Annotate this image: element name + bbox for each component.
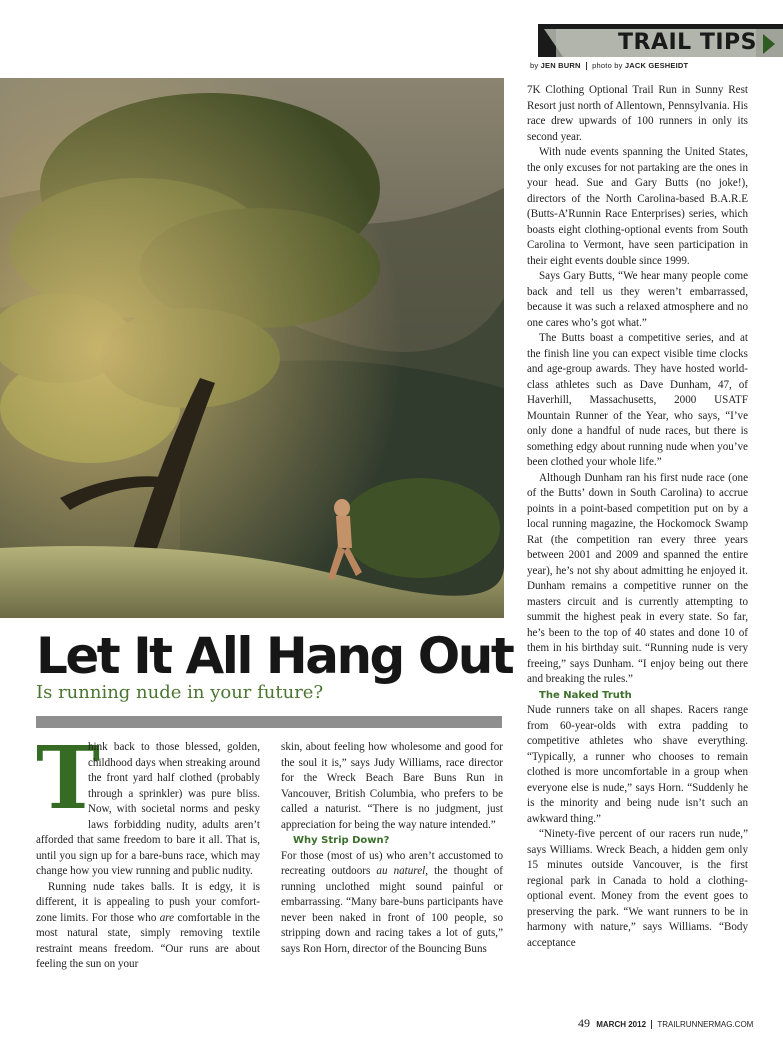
byline-prefix: by <box>530 61 539 70</box>
paragraph: skin, about feeling how wholesome and good for the soul it is,” says Judy Williams, race director for the Wreck Beach Bare Buns Run in Vancouver, British Columbia, who prefers to be called a naturist. “There is no judgment, just appreciation for being the way nature intended.” <box>281 741 503 831</box>
divider-bar <box>36 716 502 728</box>
page-number: 49 <box>578 1016 590 1030</box>
paragraph: hink back to those blessed, golden, childhood days when streaking around the front yard half clothed (probably through a sprinkler) was pure bliss. Now, with societal norms and pesky laws forbidding nudity, adults aren’t afforded that same freedom to bare it all. That is, until you sign up for a bare-buns race, which may change how you view running and public nudity. <box>36 741 260 877</box>
footer-separator <box>651 1020 652 1029</box>
byline-author: JEN BURN <box>540 61 581 70</box>
byline-separator <box>586 62 587 70</box>
section-tab <box>538 24 783 60</box>
site-url: TRAILRUNNERMAG.COM <box>657 1020 754 1029</box>
paragraph: Although Dunham ran his first nude race (one of the Butts’ down in South Carolina) to accrue points in a point-based competition put on by a local running magazine, the Hockomock Swamp Rat (the competition ran every three years between 2001 and 2009 and spanned the entire year), he’s not shy about admitting he enjoyed it. Dunham remains a competitive runner on the masters circuit and is currently attempting to summit the highest peak in every state. So far, he’s been to the top of 40 states and done 10 of them in his birthday suit. “Running nude is very freeing,” says Dunham. “I enjoy being out there and breaking the rules.” <box>527 471 748 685</box>
hero-photo <box>0 78 504 618</box>
article-headline: Let It All Hang Out <box>36 627 513 685</box>
byline <box>530 61 783 70</box>
page-footer <box>578 1016 753 1031</box>
paragraph <box>36 880 260 973</box>
paragraph: Says Gary Butts, “We hear many people come back and tell us they weren’t embarrassed, because it was such a relaxed atmosphere and no one cares who’s got what.” <box>527 270 748 329</box>
text-run: comfortable in the most natural state, simply removing textile restraint means freedom. “Our runs are about feeling the sun on your <box>36 911 260 970</box>
paragraph: With nude events spanning the United States, the only excuses for not partaking are the ones in your head. Sue and Gary Butts (no joke!), directors of the North Carolina-based B.A.R.E (Butts-A’Runnin Race Enterprises) series, which boasts eight clothing-optional events from South Carolina to Vermont, have seen participation in their eight events double since 1999. <box>527 146 748 267</box>
article-subhead: Is running nude in your future? <box>36 682 324 703</box>
text-run: For those (most of us) who aren’t accustomed to recreating outdoors <box>281 849 503 877</box>
article-column-1 <box>36 728 260 973</box>
hero-photo-illustration <box>0 78 504 618</box>
paragraph <box>281 849 503 958</box>
issue-date: MARCH 2012 <box>596 1020 647 1029</box>
chevron-right-icon <box>763 34 775 54</box>
emphasis: are <box>159 911 175 924</box>
text-run: Running nude takes balls. It is edgy, it is different, it is appealing to push your comfort-zone limits. For those who <box>36 880 260 924</box>
paragraph: “Ninety-five percent of our racers run nude,” says Williams. Wreck Beach, a hidden gem only 15 minutes outside Vancouver, is the first regional park in Canada to hold a clothing-optional event. Money from the event goes to preserving the park. “We want runners to be in harmony with nature,” says Williams. “Body acceptance <box>527 828 748 949</box>
section-heading: The Naked Truth <box>539 689 632 701</box>
article-column-2 <box>281 740 503 957</box>
text-run: the thought of running unclothed might sound painful or embarrassing. “Many bare-buns participants have never been naked in front of 100 people, so stripping down and racing takes a lot of guts,” says Ron Horn, director of the Bouncing Buns <box>281 865 504 955</box>
emphasis: au naturel, <box>376 865 428 877</box>
byline-photo-prefix: photo by <box>592 61 623 70</box>
paragraph: 7K Clothing Optional Trail Run in Sunny Rest Resort just north of Allentown, Pennsylvania. His race drew upwards of 100 runners in only its second year. <box>527 84 748 143</box>
drop-cap: T <box>36 728 100 829</box>
section-heading: Why Strip Down? <box>293 835 390 846</box>
section-title: TRAIL TIPS <box>618 30 757 55</box>
paragraph: Nude runners take on all shapes. Racers range from 60-year-olds with extra padding to competitive athletes who shave everything. “Typically, a runner who chooses to remain clothed is more uncomfortable in a group when everyone else is nude,” says Horn. “Suddenly he is the minority and being nude isn’t such an awkward thing.” <box>527 704 748 825</box>
paragraph: The Butts boast a competitive series, and at the finish line you can expect visible time clocks and age-group awards. They have hosted world-class athletes such as Dave Dunham, 47, of Haverhill, Massachusetts, 2000 USATF Mountain Runner of the Year, who says, “I’ve only done a handful of nude races, but there is something edgy about running nude when you’ve been clothed your whole life.” <box>527 332 748 468</box>
byline-photographer: JACK GESHEIDT <box>624 61 689 70</box>
article-column-3 <box>527 83 748 951</box>
